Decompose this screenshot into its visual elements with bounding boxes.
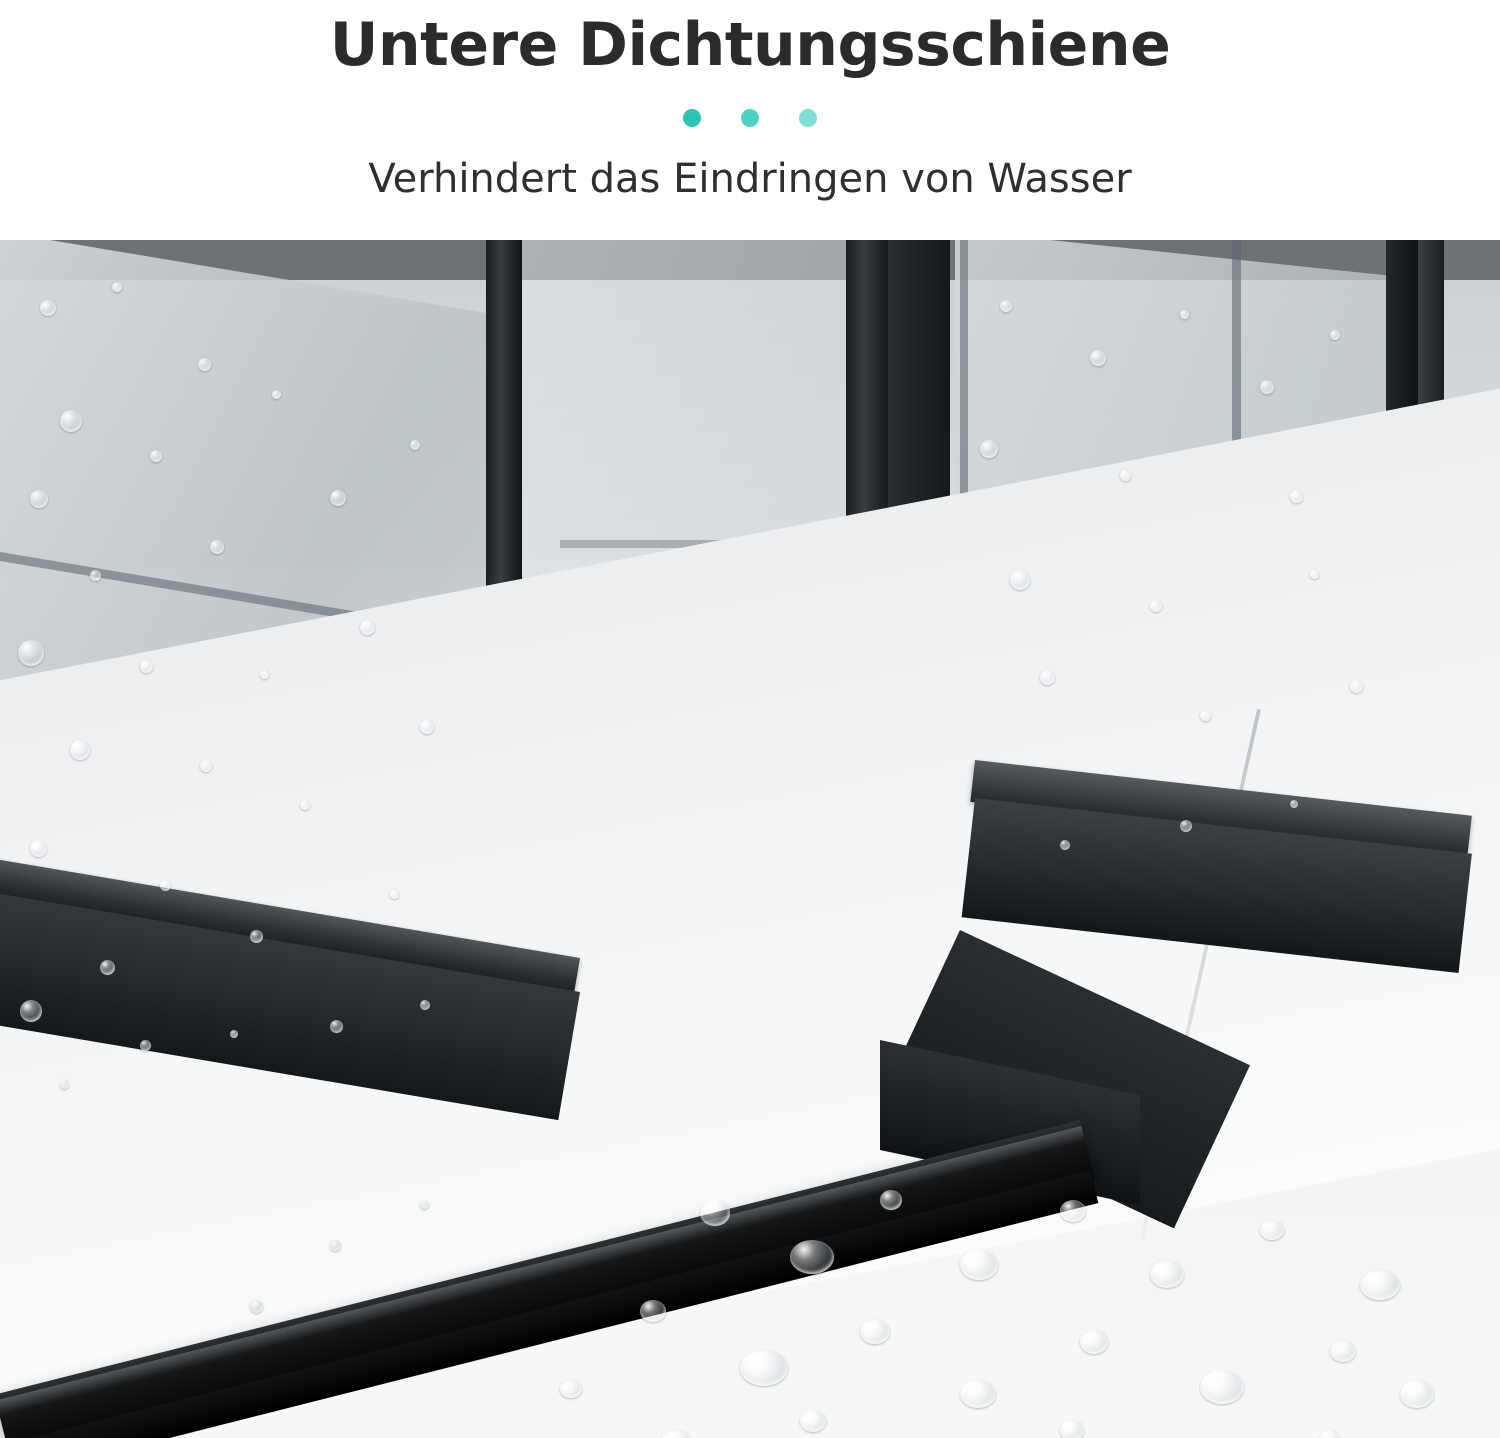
header <box>0 0 1500 204</box>
dot-3-icon <box>799 109 817 127</box>
dot-1-icon <box>683 109 701 127</box>
dot-2-icon <box>741 109 759 127</box>
product-photo <box>0 240 1500 1438</box>
page-subtitle: Verhindert das Eindringen von Wasser <box>368 156 1132 202</box>
page-title: Untere Dichtungsschiene <box>329 10 1171 80</box>
dot-separator <box>0 108 1500 128</box>
